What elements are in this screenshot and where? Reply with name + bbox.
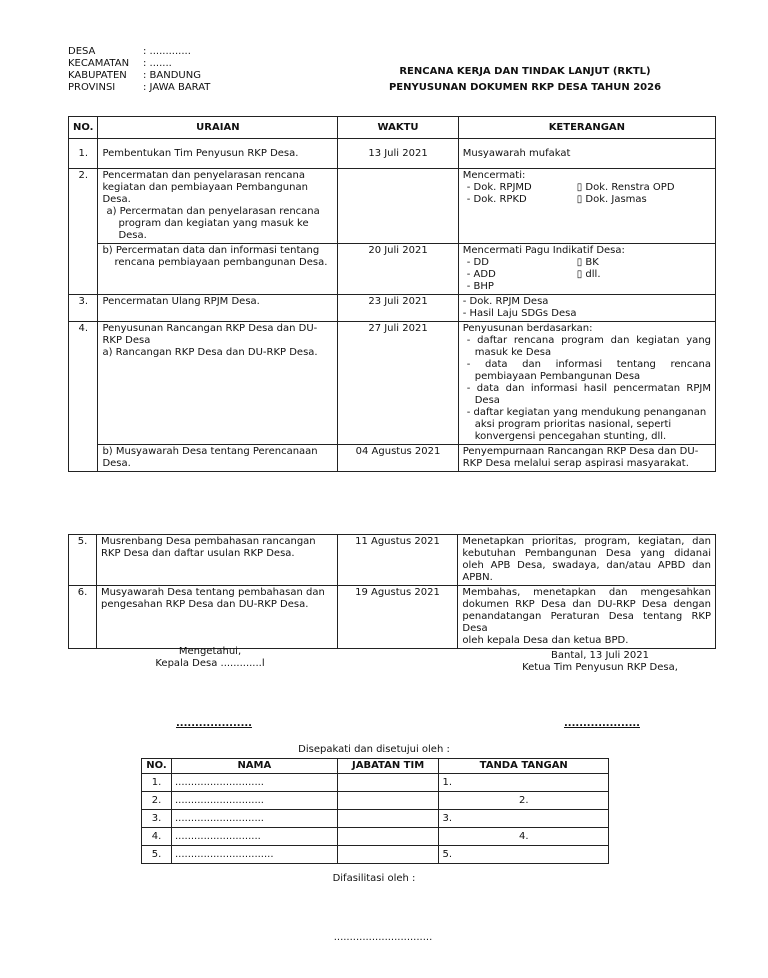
- signature-right-name: ....................: [564, 718, 640, 729]
- field-provinsi: PROVINSI : JAWA BARAT: [68, 82, 211, 93]
- table-row: 1. ............................ 1.: [142, 774, 609, 792]
- doc-title-line1: RENCANA KERJA DAN TINDAK LANJUT (RKTL): [399, 66, 651, 77]
- table-row: 2. Pencermatan dan penyelarasan rencana kegiatan dan pembiayaan Pembangunan Desa. a) Percermatan dan penyelarasan rencana program dan kegiatan yang masuk ke Desa. Mencermati: - Dok. RPJMD ▯ Dok. Renstra OPD - Dok. RPKD ▯ Dok. Jasmas: [69, 169, 716, 244]
- table-row: 2. ............................ 2.: [142, 792, 609, 810]
- rktl-table-part2: [68, 534, 716, 649]
- signature-left: Mengetahui, Kepala Desa .............l: [155, 646, 265, 669]
- table-row: 6. Musyawarah Desa tentang pembahasan dan pengesahan RKP Desa dan DU-RKP Desa. 19 Agustus 2021 Membahas, menetapkan dan mengesahkan dokumen RKP Desa dan DU-RKP Desa dengan penandatangan Peraturan Desa tentang RKP Desa oleh kepala Desa dan ketua BPD.: [69, 586, 716, 649]
- field-kabupaten: KABUPATEN : BANDUNG: [68, 70, 201, 81]
- table-row: 4. Penyusunan Rancangan RKP Desa dan DU-RKP Desa a) Rancangan RKP Desa dan DU-RKP Desa. 27 Juli 2021 Penyusunan berdasarkan: - daftar rencana program dan kegiatan yang masuk ke Desa - data dan informasi tentang rencana pembiayaan Pembangunan Desa - data dan informasi hasil pencermatan RPJM Desa - daftar kegiatan yang mendukung penanganan aksi program prioritas nasional, seperti konvergensi pencegahan stunting, dll.: [69, 322, 716, 445]
- field-desa: DESA : .............: [68, 46, 191, 57]
- col-keterangan-header: KETERANGAN: [458, 117, 715, 139]
- table-row: 4. ........................... 4.: [142, 828, 609, 846]
- signature-right: Bantal, 13 Juli 2021 Ketua Tim Penyusun RKP Desa,: [522, 650, 678, 673]
- table-row: b) Musyawarah Desa tentang Perencanaan Desa. 04 Agustus 2021 Penyempurnaan Rancangan RKP Desa dan DU-RKP Desa melalui serap aspirasi masyarakat.: [69, 445, 716, 472]
- agreement-header-row: NO. NAMA JABATAN TIM TANDA TANGAN: [142, 759, 609, 774]
- table-row: 1. Pembentukan Tim Penyusun RKP Desa. 13 Juli 2021 Musyawarah mufakat: [69, 139, 716, 169]
- agreement-table: [141, 758, 609, 864]
- col-uraian-header: URAIAN: [98, 117, 338, 139]
- table-row: 3. Pencermatan Ulang RPJM Desa. 23 Juli 2021 - Dok. RPJM Desa - Hasil Laju SDGs Desa: [69, 295, 716, 322]
- table-row: b) Percermatan data dan informasi tentang rencana pembiayaan pembangunan Desa. 20 Juli 2021 Mencermati Pagu Indikatif Desa: - DD ▯ BK - ADD ▯ dll. - BHP: [69, 244, 716, 295]
- header-fields: [68, 46, 210, 94]
- facilitator-name: ...............................: [333, 932, 433, 943]
- signature-left-name: ....................: [176, 718, 252, 729]
- col-no-header: NO.: [69, 117, 98, 139]
- facilitated-label: Difasilitasi oleh :: [332, 873, 416, 884]
- table-row: 3. ............................ 3.: [142, 810, 609, 828]
- table-header-row: [69, 117, 716, 139]
- doc-title-line2: PENYUSUNAN DOKUMEN RKP DESA TAHUN 2026: [388, 82, 662, 93]
- col-waktu-header: WAKTU: [338, 117, 458, 139]
- agreement-label: Disepakati dan disetujui oleh :: [298, 744, 450, 755]
- rktl-table-part1: [68, 116, 716, 472]
- field-kecamatan: KECAMATAN : .......: [68, 58, 172, 69]
- table-row: 5. ............................... 5.: [142, 846, 609, 864]
- table-row: 5. Musrenbang Desa pembahasan rancangan RKP Desa dan daftar usulan RKP Desa. 11 Agustus 2021 Menetapkan prioritas, program, kegiatan, dan kebutuhan Pembangunan Desa yang didanai oleh APB Desa, swadaya, dan/atau APBD dan APBN.: [69, 535, 716, 586]
